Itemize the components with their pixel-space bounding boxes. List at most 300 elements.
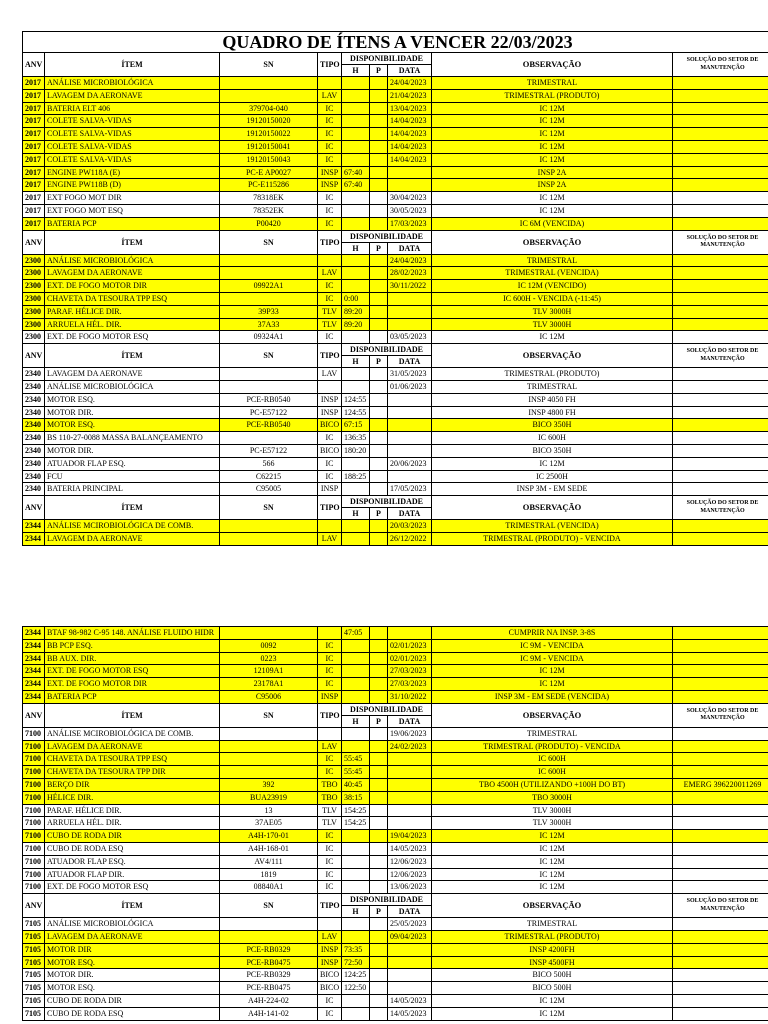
- p-cell: [370, 393, 388, 406]
- date-cell: 12/06/2023: [388, 868, 432, 881]
- date-cell: [388, 393, 432, 406]
- item-cell: LAVAGEM DA AERONAVE: [45, 930, 220, 943]
- sn-cell: PC-E57122: [220, 444, 318, 457]
- hours-cell: 124:55: [342, 406, 370, 419]
- column-header-disponibilidade: DISPONIBILIDADE: [342, 53, 432, 65]
- date-cell: [388, 318, 432, 331]
- observacao-cell: IC 12M: [432, 868, 673, 881]
- tipo-cell: IC: [318, 140, 342, 153]
- p-cell: [370, 153, 388, 166]
- p-cell: [370, 128, 388, 141]
- anv-cell: 2344: [23, 690, 45, 703]
- solucao-cell: [673, 483, 768, 496]
- hours-cell: [342, 727, 370, 740]
- anv-cell: 7105: [23, 918, 45, 931]
- date-cell: [388, 470, 432, 483]
- sn-cell: [220, 753, 318, 766]
- date-cell: 20/06/2023: [388, 457, 432, 470]
- anv-cell: 2344: [23, 532, 45, 545]
- hours-cell: 0:00: [342, 292, 370, 305]
- tipo-cell: IC: [318, 128, 342, 141]
- tipo-cell: LAV: [318, 368, 342, 381]
- date-cell: 02/01/2023: [388, 652, 432, 665]
- solucao-cell: [673, 115, 768, 128]
- item-cell: CUBO DE RODA ESQ: [45, 1007, 220, 1020]
- observacao-cell: IC 12M: [432, 102, 673, 115]
- column-header-h: H: [342, 356, 370, 368]
- date-cell: 27/03/2023: [388, 678, 432, 691]
- table-row: [23, 943, 768, 956]
- hours-cell: [342, 830, 370, 843]
- tipo-cell: BICO: [318, 419, 342, 432]
- hours-cell: [342, 520, 370, 533]
- anv-cell: 7100: [23, 855, 45, 868]
- date-cell: 25/05/2023: [388, 918, 432, 931]
- tipo-cell: INSP: [318, 483, 342, 496]
- solucao-cell: [673, 690, 768, 703]
- solucao-cell: [673, 140, 768, 153]
- table-row: [23, 969, 768, 982]
- tipo-cell: INSP: [318, 943, 342, 956]
- date-cell: 24/02/2023: [388, 740, 432, 753]
- p-cell: [370, 665, 388, 678]
- observacao-cell: TLV 3000H: [432, 305, 673, 318]
- table-row: [23, 115, 768, 128]
- item-cell: ANÁLISE MICROBIOLÓGICA: [45, 380, 220, 393]
- item-cell: ANÁLISE MICROBIOLÓGICA: [45, 77, 220, 90]
- solucao-cell: [673, 432, 768, 445]
- table-row: [23, 368, 768, 381]
- date-cell: 02/01/2023: [388, 639, 432, 652]
- hours-cell: [342, 842, 370, 855]
- anv-cell: 2300: [23, 331, 45, 344]
- tipo-cell: BICO: [318, 969, 342, 982]
- solucao-cell: [673, 192, 768, 205]
- item-cell: MOTOR DIR.: [45, 406, 220, 419]
- item-cell: COLETE SALVA-VIDAS: [45, 153, 220, 166]
- observacao-cell: IC 600H: [432, 432, 673, 445]
- solucao-cell: [673, 639, 768, 652]
- p-cell: [370, 331, 388, 344]
- item-cell: PARAF. HÉLICE DIR.: [45, 804, 220, 817]
- anv-cell: 7100: [23, 727, 45, 740]
- p-cell: [370, 690, 388, 703]
- observacao-cell: IC 600H: [432, 753, 673, 766]
- observacao-cell: BICO 500H: [432, 969, 673, 982]
- observacao-cell: IC 12M: [432, 881, 673, 894]
- item-cell: ANÁLISE MCIROBIOLÓGICA DE COMB.: [45, 727, 220, 740]
- table-row: [23, 753, 768, 766]
- anv-cell: 7105: [23, 969, 45, 982]
- anv-cell: 2340: [23, 470, 45, 483]
- table-row: [23, 727, 768, 740]
- p-cell: [370, 380, 388, 393]
- solucao-cell: EMERG 396220011269: [673, 778, 768, 791]
- tipo-cell: IC: [318, 639, 342, 652]
- solucao-cell: [673, 368, 768, 381]
- tipo-cell: IC: [318, 470, 342, 483]
- table-row: [23, 881, 768, 894]
- p-cell: [370, 419, 388, 432]
- sn-cell: [220, 380, 318, 393]
- sn-cell: 1819: [220, 868, 318, 881]
- tipo-cell: TLV: [318, 804, 342, 817]
- column-header-solucao: SOLUÇÃO DO SETOR DE MANUTENÇÃO: [673, 894, 768, 918]
- sn-cell: C62215: [220, 470, 318, 483]
- solucao-cell: [673, 444, 768, 457]
- table-row: [23, 830, 768, 843]
- solucao-cell: [673, 254, 768, 267]
- hours-cell: 38:15: [342, 791, 370, 804]
- date-cell: 19/04/2023: [388, 830, 432, 843]
- column-header-data: DATA: [388, 906, 432, 918]
- date-cell: 24/04/2023: [388, 254, 432, 267]
- p-cell: [370, 89, 388, 102]
- hours-cell: 55:45: [342, 766, 370, 779]
- table-row: [23, 483, 768, 496]
- sn-cell: PC-E AP0027: [220, 166, 318, 179]
- p-cell: [370, 532, 388, 545]
- header-row: [23, 894, 768, 906]
- column-header-data: DATA: [388, 242, 432, 254]
- anv-cell: 2340: [23, 380, 45, 393]
- sn-cell: PCE-RB0329: [220, 969, 318, 982]
- hours-cell: 40:45: [342, 778, 370, 791]
- p-cell: [370, 727, 388, 740]
- column-header-p: P: [370, 715, 388, 727]
- hours-cell: [342, 665, 370, 678]
- column-header-item: ÍTEM: [45, 894, 220, 918]
- column-header-tipo: TIPO: [318, 894, 342, 918]
- item-cell: MOTOR DIR.: [45, 969, 220, 982]
- p-cell: [370, 627, 388, 640]
- solucao-cell: [673, 470, 768, 483]
- hours-cell: [342, 331, 370, 344]
- tipo-cell: LAV: [318, 740, 342, 753]
- observacao-cell: IC 6M (VENCIDA): [432, 217, 673, 230]
- column-header-h: H: [342, 242, 370, 254]
- sn-cell: [220, 918, 318, 931]
- item-cell: ENGINE PW118B (D): [45, 179, 220, 192]
- column-header-p: P: [370, 242, 388, 254]
- observacao-cell: IC 12M: [432, 1007, 673, 1020]
- p-cell: [370, 881, 388, 894]
- p-cell: [370, 179, 388, 192]
- item-cell: ATUADOR FLAP ESQ.: [45, 457, 220, 470]
- item-cell: MOTOR ESQ.: [45, 982, 220, 995]
- sn-cell: [220, 254, 318, 267]
- p-cell: [370, 457, 388, 470]
- anv-cell: 2017: [23, 115, 45, 128]
- hours-cell: 188:25: [342, 470, 370, 483]
- anv-cell: 2017: [23, 140, 45, 153]
- date-cell: [388, 305, 432, 318]
- solucao-cell: [673, 217, 768, 230]
- observacao-cell: INSP 4500FH: [432, 956, 673, 969]
- table-row: [23, 639, 768, 652]
- p-cell: [370, 77, 388, 90]
- p-cell: [370, 753, 388, 766]
- observacao-cell: IC 12M: [432, 994, 673, 1007]
- column-header-item: ÍTEM: [45, 53, 220, 77]
- p-cell: [370, 868, 388, 881]
- table-row: [23, 217, 768, 230]
- table-row: [23, 470, 768, 483]
- p-cell: [370, 102, 388, 115]
- item-cell: EXT. DE FOGO MOTOR ESQ: [45, 881, 220, 894]
- date-cell: [388, 444, 432, 457]
- sn-cell: [220, 766, 318, 779]
- item-cell: MOTOR ESQ.: [45, 393, 220, 406]
- observacao-cell: IC 12M: [432, 855, 673, 868]
- date-cell: 14/05/2023: [388, 1007, 432, 1020]
- solucao-cell: [673, 665, 768, 678]
- solucao-cell: [673, 179, 768, 192]
- table-row: [23, 77, 768, 90]
- column-header-observacao: OBSERVAÇÃO: [432, 894, 673, 918]
- date-cell: 14/04/2023: [388, 153, 432, 166]
- table-row: [23, 1007, 768, 1020]
- column-header-item: ÍTEM: [45, 344, 220, 368]
- column-header-disponibilidade: DISPONIBILIDADE: [342, 703, 432, 715]
- sn-cell: C95006: [220, 690, 318, 703]
- hours-cell: [342, 254, 370, 267]
- observacao-cell: TRIMESTRAL: [432, 727, 673, 740]
- anv-cell: 2340: [23, 406, 45, 419]
- table-row: [23, 432, 768, 445]
- tipo-cell: IC: [318, 868, 342, 881]
- date-cell: 21/04/2023: [388, 89, 432, 102]
- solucao-cell: [673, 804, 768, 817]
- hours-cell: [342, 204, 370, 217]
- observacao-cell: IC 12M: [432, 842, 673, 855]
- tipo-cell: [318, 380, 342, 393]
- table-row: [23, 192, 768, 205]
- tipo-cell: [318, 727, 342, 740]
- table-row: [23, 627, 768, 640]
- anv-cell: 7105: [23, 994, 45, 1007]
- column-header-h: H: [342, 906, 370, 918]
- tipo-cell: INSP: [318, 179, 342, 192]
- hours-cell: 180:20: [342, 444, 370, 457]
- date-cell: 09/04/2023: [388, 930, 432, 943]
- p-cell: [370, 318, 388, 331]
- sn-cell: [220, 532, 318, 545]
- item-cell: BATERIA PRINCIPAL: [45, 483, 220, 496]
- p-cell: [370, 982, 388, 995]
- date-cell: [388, 627, 432, 640]
- solucao-cell: [673, 956, 768, 969]
- date-cell: 30/05/2023: [388, 204, 432, 217]
- table-row: [23, 406, 768, 419]
- observacao-cell: INSP 2A: [432, 166, 673, 179]
- table-row: [23, 305, 768, 318]
- observacao-cell: TBO 3000H: [432, 791, 673, 804]
- observacao-cell: IC 600H: [432, 766, 673, 779]
- table-row: [23, 128, 768, 141]
- column-header-sn: SN: [220, 344, 318, 368]
- solucao-cell: [673, 943, 768, 956]
- hours-cell: 124:25: [342, 969, 370, 982]
- anv-cell: 7105: [23, 982, 45, 995]
- column-header-anv: ANV: [23, 894, 45, 918]
- date-cell: 14/04/2023: [388, 128, 432, 141]
- sn-cell: PC-E57122: [220, 406, 318, 419]
- hours-cell: [342, 217, 370, 230]
- sn-cell: 392: [220, 778, 318, 791]
- hours-cell: 67:40: [342, 166, 370, 179]
- solucao-cell: [673, 727, 768, 740]
- tipo-cell: INSP: [318, 166, 342, 179]
- tipo-cell: TLV: [318, 318, 342, 331]
- date-cell: [388, 166, 432, 179]
- column-header-solucao: SOLUÇÃO DO SETOR DE MANUTENÇÃO: [673, 344, 768, 368]
- date-cell: 20/03/2023: [388, 520, 432, 533]
- tipo-cell: INSP: [318, 406, 342, 419]
- sn-cell: A4H-168-01: [220, 842, 318, 855]
- tipo-cell: TBO: [318, 791, 342, 804]
- table-row: [23, 855, 768, 868]
- observacao-cell: TRIMESTRAL (VENCIDA): [432, 520, 673, 533]
- hours-cell: 67:15: [342, 419, 370, 432]
- sn-cell: 39P33: [220, 305, 318, 318]
- item-cell: ENGINE PW118A (E): [45, 166, 220, 179]
- hours-cell: [342, 128, 370, 141]
- tipo-cell: IC: [318, 217, 342, 230]
- column-header-p: P: [370, 906, 388, 918]
- column-header-h: H: [342, 65, 370, 77]
- header-row: [23, 230, 768, 242]
- sn-cell: A4H-170-01: [220, 830, 318, 843]
- anv-cell: 7105: [23, 956, 45, 969]
- solucao-cell: [673, 267, 768, 280]
- hours-cell: 124:55: [342, 393, 370, 406]
- column-header-solucao: SOLUÇÃO DO SETOR DE MANUTENÇÃO: [673, 703, 768, 727]
- hours-cell: [342, 77, 370, 90]
- observacao-cell: INSP 4800 FH: [432, 406, 673, 419]
- page-title: QUADRO DE ÍTENS A VENCER 22/03/2023: [23, 32, 768, 53]
- date-cell: [388, 406, 432, 419]
- item-cell: LAVAGEM DA AERONAVE: [45, 267, 220, 280]
- hours-cell: [342, 368, 370, 381]
- table-row: [23, 868, 768, 881]
- anv-cell: 2017: [23, 89, 45, 102]
- sn-cell: PC-E115286: [220, 179, 318, 192]
- item-cell: COLETE SALVA-VIDAS: [45, 140, 220, 153]
- observacao-cell: TRIMESTRAL (PRODUTO): [432, 368, 673, 381]
- sn-cell: [220, 432, 318, 445]
- sn-cell: 37A33: [220, 318, 318, 331]
- item-cell: CHAVETA DA TESOURA TPP DIR: [45, 766, 220, 779]
- solucao-cell: [673, 280, 768, 293]
- hours-cell: [342, 740, 370, 753]
- sn-cell: PCE-RB0475: [220, 956, 318, 969]
- tipo-cell: IC: [318, 994, 342, 1007]
- item-cell: BS 110-27-0088 MASSA BALANÇEAMENTO: [45, 432, 220, 445]
- date-cell: [388, 956, 432, 969]
- column-header-observacao: OBSERVAÇÃO: [432, 344, 673, 368]
- anv-cell: 7100: [23, 740, 45, 753]
- item-cell: CHAVETA DA TESOURA TPP ESQ: [45, 292, 220, 305]
- column-header-tipo: TIPO: [318, 230, 342, 254]
- solucao-cell: [673, 881, 768, 894]
- tipo-cell: LAV: [318, 267, 342, 280]
- tipo-cell: IC: [318, 102, 342, 115]
- anv-cell: 2300: [23, 305, 45, 318]
- column-header-h: H: [342, 715, 370, 727]
- p-cell: [370, 804, 388, 817]
- sn-cell: 78352EK: [220, 204, 318, 217]
- anv-cell: 2344: [23, 665, 45, 678]
- tipo-cell: IC: [318, 115, 342, 128]
- p-cell: [370, 994, 388, 1007]
- p-cell: [370, 639, 388, 652]
- solucao-cell: [673, 817, 768, 830]
- date-cell: 31/05/2023: [388, 368, 432, 381]
- tipo-cell: TLV: [318, 305, 342, 318]
- solucao-cell: [673, 331, 768, 344]
- column-header-disponibilidade: DISPONIBILIDADE: [342, 496, 432, 508]
- p-cell: [370, 115, 388, 128]
- observacao-cell: INSP 2A: [432, 179, 673, 192]
- sn-cell: AV4/111: [220, 855, 318, 868]
- solucao-cell: [673, 982, 768, 995]
- solucao-cell: [673, 969, 768, 982]
- solucao-cell: [673, 868, 768, 881]
- sn-cell: 566: [220, 457, 318, 470]
- column-header-item: ÍTEM: [45, 496, 220, 520]
- sn-cell: 19120150022: [220, 128, 318, 141]
- p-cell: [370, 470, 388, 483]
- hours-cell: 47:05: [342, 627, 370, 640]
- p-cell: [370, 305, 388, 318]
- anv-cell: 2017: [23, 217, 45, 230]
- observacao-cell: IC 2500H: [432, 470, 673, 483]
- observacao-cell: TRIMESTRAL (VENCIDA): [432, 267, 673, 280]
- table-row: [23, 652, 768, 665]
- hours-cell: [342, 532, 370, 545]
- anv-cell: 2344: [23, 627, 45, 640]
- p-cell: [370, 267, 388, 280]
- p-cell: [370, 406, 388, 419]
- column-header-solucao: SOLUÇÃO DO SETOR DE MANUTENÇÃO: [673, 53, 768, 77]
- column-header-p: P: [370, 508, 388, 520]
- item-cell: ATUADOR FLAP ESQ.: [45, 855, 220, 868]
- date-cell: 13/06/2023: [388, 881, 432, 894]
- date-cell: [388, 982, 432, 995]
- table-row: [23, 817, 768, 830]
- tipo-cell: IC: [318, 457, 342, 470]
- column-header-h: H: [342, 508, 370, 520]
- p-cell: [370, 956, 388, 969]
- anv-cell: 2017: [23, 128, 45, 141]
- date-cell: 14/05/2023: [388, 994, 432, 1007]
- p-cell: [370, 254, 388, 267]
- observacao-cell: BICO 500H: [432, 982, 673, 995]
- tipo-cell: IC: [318, 192, 342, 205]
- observacao-cell: IC 12M: [432, 140, 673, 153]
- p-cell: [370, 855, 388, 868]
- solucao-cell: [673, 153, 768, 166]
- observacao-cell: TRIMESTRAL: [432, 254, 673, 267]
- date-cell: 30/11/2022: [388, 280, 432, 293]
- tipo-cell: IC: [318, 881, 342, 894]
- p-cell: [370, 842, 388, 855]
- hours-cell: [342, 639, 370, 652]
- table-row: [23, 254, 768, 267]
- maintenance-table-1: [22, 31, 768, 546]
- hours-cell: 122:50: [342, 982, 370, 995]
